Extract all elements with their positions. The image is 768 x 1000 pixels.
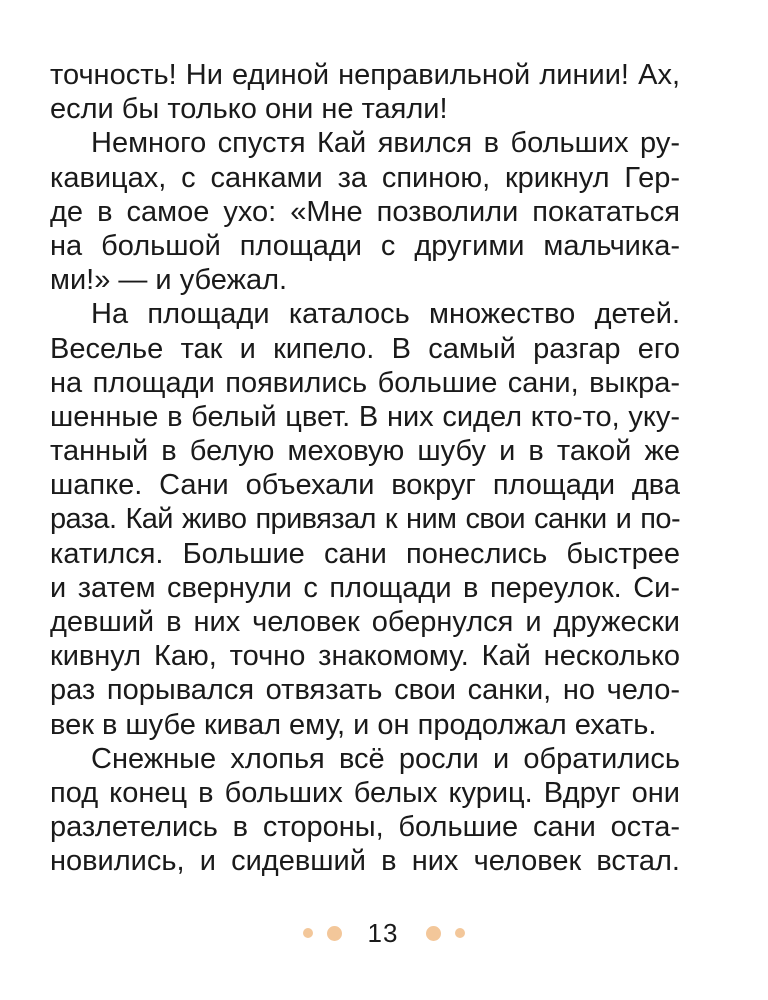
text-line: шапке. Сани объехали вокруг площади два	[50, 469, 680, 502]
text-line: кивнул Каю, точно знакомому. Кай несколько	[50, 640, 680, 673]
decorative-dot-icon	[426, 926, 441, 941]
decorative-dot-icon	[303, 928, 313, 938]
page-number: 13	[367, 917, 399, 948]
text-line: новились, и сидевший в них человек встал.	[50, 845, 680, 878]
text-line: танный в белую меховую шубу и в такой же	[50, 435, 680, 468]
text-line: и затем свернули с площади в переулок. Си-	[50, 571, 680, 604]
text-line: ми!» — и убежал.	[50, 264, 288, 297]
text-line: век в шубе кивал ему, и он продолжал ехать.	[50, 708, 657, 741]
text-line: шенные в белый цвет. В них сидел кто-то, уку-	[50, 400, 680, 433]
text-line: де в самое ухо: «Мне позволили покататься	[50, 195, 680, 228]
text-line: под конец в больших белых куриц. Вдруг они	[50, 776, 680, 809]
text-line: на площади появились большие сани, выкра-	[50, 366, 680, 399]
text-body	[50, 58, 680, 879]
text-line: На площади каталось множество детей.	[91, 298, 680, 331]
decorative-dot-icon	[455, 928, 465, 938]
text-line: Веселье так и кипело. В самый разгар его	[50, 332, 680, 365]
page-footer	[0, 918, 768, 948]
text-line: разлетелись в стороны, большие сани оста-	[50, 811, 680, 844]
text-line: девший в них человек обернулся и дружески	[50, 606, 680, 638]
decorative-dot-icon	[327, 926, 342, 941]
text-line: точность! Ни единой неправильной линии! Ах,	[50, 59, 680, 91]
text-line: кавицах, с санками за спиною, крикнул Гер-	[50, 161, 680, 194]
text-line: если бы только они не таяли!	[50, 93, 448, 126]
text-line: Немного спустя Кай явился в больших ру-	[91, 127, 680, 160]
text-line: раза. Кай живо привязал к ним свои санки и по-	[50, 503, 680, 536]
text-line: на большой площади с другими мальчика-	[50, 229, 680, 262]
text-line: Снежные хлопья всё росли и обратились	[91, 742, 680, 775]
text-line: катился. Большие сани понеслись быстрее	[50, 537, 680, 570]
text-line: раз порывался отвязать свои санки, но чело-	[50, 674, 680, 707]
